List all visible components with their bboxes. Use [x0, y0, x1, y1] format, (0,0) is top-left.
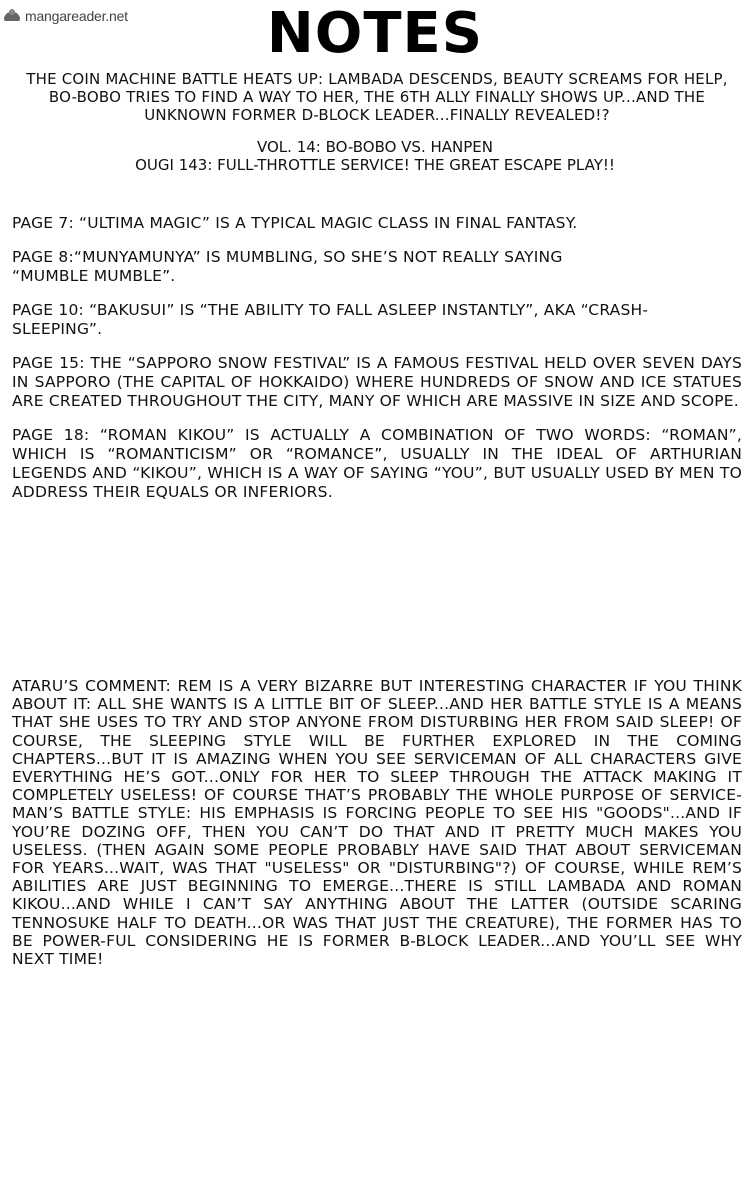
chapter-title: OUGI 143: FULL-THROTTLE SERVICE! THE GREAT ESCAPE PLAY!! — [135, 156, 615, 174]
volume-info — [0, 138, 750, 174]
chapter-summary: THE COIN MACHINE BATTLE HEATS UP: LAMBADA DESCENDS, BEAUTY SCREAMS FOR HELP, BO-BOBO TRIES TO FIND A WAY TO HER, THE 6TH ALLY FINALLY SHOWS UP...AND THE UNKNOWN FORMER D-BLOCK LEADER...FINALLY REVEALED!? — [26, 70, 728, 124]
translator-comment: ATARU’S COMMENT: REM IS A VERY BIZARRE BUT INTERESTING CHARACTER IF YOU THINK ABOUT IT: ALL SHE WANTS IS A LITTLE BIT OF SLEEP...AND HER BATTLE STYLE IS A MEANS THAT SHE USES TO TRY AND STOP ANYONE FROM DISTURBING HER FROM SAID SLEEP! OF COURSE, THE SLEEPING STYLE WILL BE FURTHER EXPLORED IN THE COMING CHAPTERS...BUT IT IS AMAZING WHEN YOU SEE SERVICEMAN OF ALL CHARACTERS GIVE EVERYTHING HE’S GOT...ONLY FOR HER TO SLEEP THROUGH THE ATTACK MAKING IT COMPLETELY USELESS! OF COURSE THAT’S PROBABLY THE WHOLE PURPOSE OF SERVICE-MAN’S BATTLE STYLE: HIS EMPHASIS IS FORCING PEOPLE TO SEE HIS "GOODS"...AND IF YOU’RE DOZING OFF, THEN YOU CAN’T DO THAT AND IT PRETTY MUCH MAKES YOU USELESS. (THEN AGAIN SOME PEOPLE PROBABLY HAVE SAID THAT ABOUT SERVICEMAN FOR YEARS...WAIT, WAS THAT "USELESS" OR "DISTURBING"?) OF COURSE, WHILE REM’S ABILITIES ARE JUST BEGINNING TO EMERGE...THERE IS STILL LAMBADA AND ROMAN KIKOU...AND WHILE I CAN’T SAY ANYTHING ABOUT THE LATTER (OUTSIDE SCARING TENNOSUKE HALF TO DEATH...OR WAS THAT JUST THE CREATURE), THE FORMER HAS TO BE POWER-FUL CONSIDERING HE IS FORMER B-BLOCK LEADER...AND YOU’LL SEE WHY NEXT TIME! — [12, 677, 742, 969]
note-page-18: PAGE 18: “ROMAN KIKOU” IS ACTUALLY A COMBINATION OF TWO WORDS: “ROMAN”, WHICH IS “ROMANTICISM” OR “ROMANCE”, USUALLY IN THE IDEAL OF ARTHURIAN LEGENDS AND “KIKOU”, WHICH IS A WAY OF SAYING “YOU”, BUT USUALLY USED BY MEN TO ADDRESS THEIR EQUALS OR INFERIORS. — [12, 426, 742, 501]
watermark-text: mangareader.net — [25, 8, 128, 24]
note-page-7: PAGE 7: “ULTIMA MAGIC” IS A TYPICAL MAGIC CLASS IN FINAL FANTASY. — [12, 214, 578, 232]
translation-notes — [12, 214, 742, 517]
note-page-8: PAGE 8:“MUNYAMUNYA” IS MUMBLING, SO SHE’S NOT REALLY SAYING “MUMBLE MUMBLE”. — [12, 248, 563, 285]
page-title: NOTES — [266, 1, 484, 66]
note-page-15: PAGE 15: THE “SAPPORO SNOW FESTIVAL” IS A FAMOUS FESTIVAL HELD OVER SEVEN DAYS IN SAPPORO (THE CAPITAL OF HOKKAIDO) WHERE HUNDREDS OF SNOW AND ICE STATUES ARE CREATED THROUGHOUT THE CITY, MANY OF WHICH ARE MASSIVE IN SIZE AND SCOPE. — [12, 354, 742, 410]
volume-title: VOL. 14: BO-BOBO VS. HANPEN — [257, 138, 493, 156]
note-page-10: PAGE 10: “BAKUSUI” IS “THE ABILITY TO FALL ASLEEP INSTANTLY”, AKA “CRASH-SLEEPING”. — [12, 301, 649, 338]
